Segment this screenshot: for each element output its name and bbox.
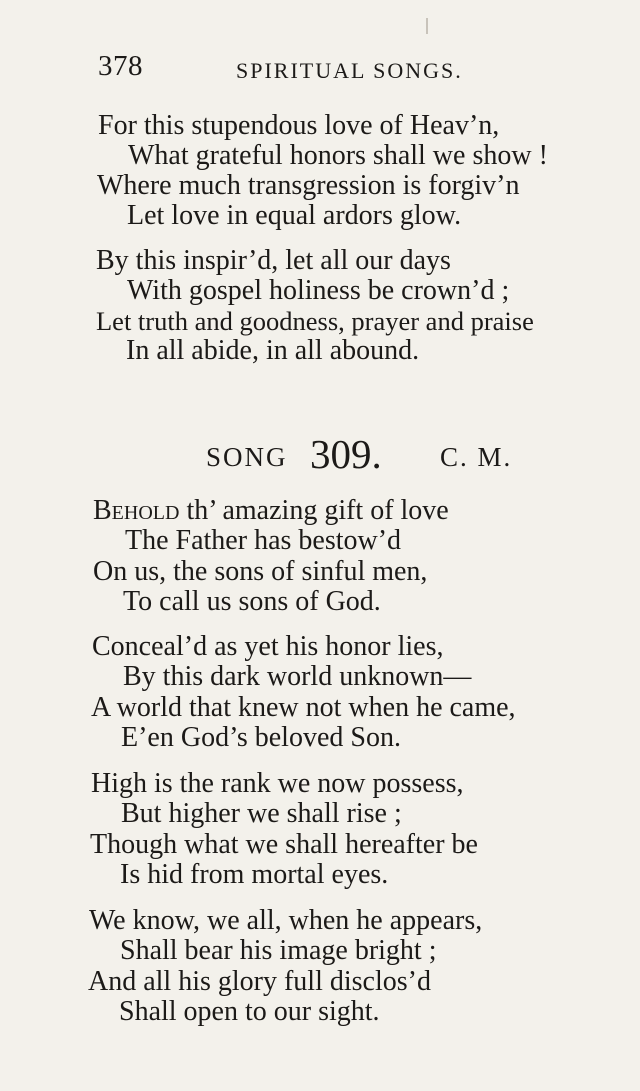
verse-line: By this dark world unknown— — [123, 661, 472, 692]
verse-line: By this inspir’d, let all our days — [96, 245, 451, 276]
verse-line: On us, the sons of sinful men, — [93, 556, 428, 587]
verse-line: And all his glory full disclos’d — [88, 966, 431, 997]
verse-line: Shall open to our sight. — [119, 996, 380, 1027]
first-word: Behold — [93, 495, 180, 526]
verse-line: A world that knew not when he came, — [91, 692, 516, 723]
verse-line: But higher we shall rise ; — [121, 798, 402, 829]
verse-line: E’en God’s beloved Son. — [121, 722, 401, 753]
song-meter: C. M. — [440, 442, 513, 472]
song-number: 309. — [310, 431, 382, 477]
verse-line: What grateful honors shall we show ! — [128, 140, 548, 171]
verse-line: Conceal’d as yet his honor lies, — [92, 631, 444, 662]
verse-line: To call us sons of God. — [123, 586, 381, 617]
verse-line: Though what we shall hereafter be — [90, 829, 478, 860]
verse-line: The Father has bestow’d — [125, 525, 402, 556]
verse-line: For this stupendous love of Heav’n, — [98, 110, 500, 141]
first-line-rest: th’ amazing gift of love — [179, 495, 449, 526]
verse-line: With gospel holiness be crown’d ; — [127, 275, 510, 306]
page-number: 378 — [98, 50, 143, 82]
verse-line: Let love in equal ardors glow. — [127, 200, 462, 231]
page-header — [98, 50, 518, 90]
verse-line: High is the rank we now possess, — [91, 768, 464, 799]
running-title: SPIRITUAL SONGS. — [236, 58, 463, 83]
song-label: SONG — [206, 442, 288, 472]
verse-line: Is hid from mortal eyes. — [120, 859, 389, 890]
verse-line: Shall bear his image bright ; — [120, 935, 437, 966]
verse-line: In all abide, in all abound. — [126, 335, 420, 366]
song-heading — [206, 430, 536, 480]
verse-line: Let truth and goodness, prayer and praise — [96, 306, 534, 336]
verse-line — [93, 495, 449, 527]
verse-line: We know, we all, when he appears, — [89, 905, 483, 936]
verse-line: Where much transgression is forgiv’n — [97, 170, 520, 201]
page-speck — [426, 18, 428, 34]
